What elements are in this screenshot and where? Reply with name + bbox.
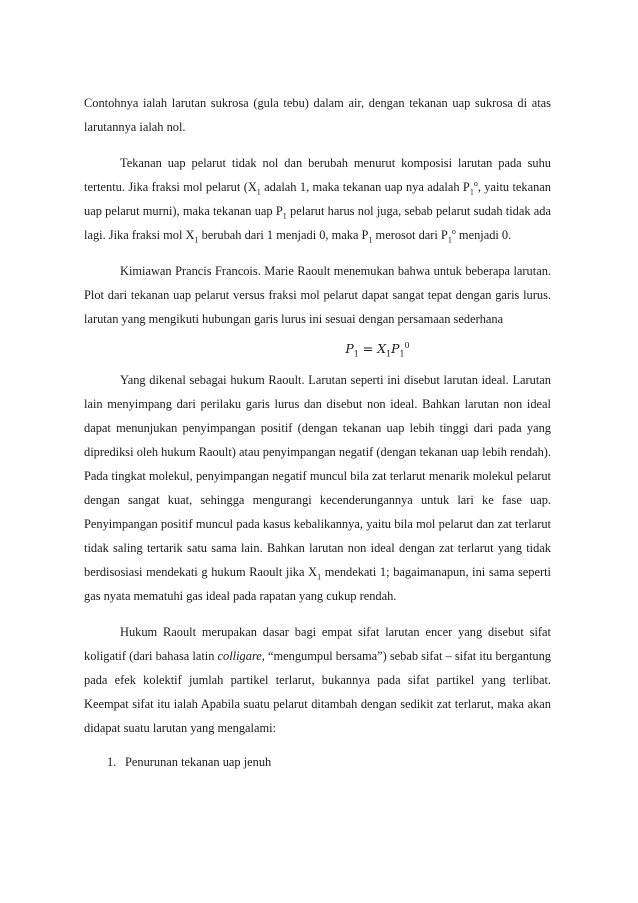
paragraph-vapor-pressure: Tekanan uap pelarut tidak nol dan berubah menurut komposisi larutan pada suhu tertentu. Jika fraksi mol pelarut ($X_1$ adalah 1, maka tekanan uap nya adalah $P_1^o$, yaitu tekanan uap pelarut murni), maka tekanan uap $P_1$ pelarut harus nol juga, sebab pelarut sudah tidak ada lagi. Jika fraksi mol $X_1$ berubah dari 1 menjadi 0, maka $P_1$ merosot dari $P_1^o$ menjadi 0. [84, 156, 552, 245]
paragraph-raoult-discovery: Kimiawan Prancis Francois. Marie Raoult menemukan bahwa untuk beberapa larutan. Plot dari tekanan uap pelarut versus fraksi mol pelarut dapat sangat tepat dengan garis lurus. larutan yang mengikuti hubungan garis lurus ini sesuai dengan persamaan sederhana [84, 264, 551, 326]
paragraph-example: Contohnya ialah larutan sukrosa (gula tebu) dalam air, dengan tekanan uap sukrosa di atas larutannya ialah nol. [84, 96, 551, 134]
document-body [84, 91, 551, 774]
paragraph-colligative: Hukum Raoult merupakan dasar bagi empat sifat larutan encer yang disebut sifat koligatif (dari bahasa latin colligare, “mengumpul bersama”) sebab sifat – sifat itu bergantung pada efek kolektif jumlah partikel terlarut, bukannya pada sifat partikel yang terlibat. Keempat sifat itu ialah Apabila suatu pelarut ditambah dengan sedikit zat terlarut, maka akan didapat suatu larutan yang mengalami: [84, 625, 551, 735]
raoult-equation: $P_1 = X_1P_1^0$ [345, 340, 410, 359]
paragraph-raoult-law: Yang dikenal sebagai hukum Raoult. Larutan seperti ini disebut larutan ideal. Larutan lain menyimpang dari perilaku garis lurus dan disebut non ideal. Bahkan larutan non ideal dapat menunjukan penyimpangan positif (dengan tekanan uap lebih tinggi dari pada yang diprediksi oleh hukum Raoult) atau penyimpangan negatif (dengan tekanan uap lebih rendah). Pada tingkat molekul, penyimpangan negatif muncul bila zat terlarut menarik molekul pelarut dengan sangat kuat, sehingga mengurangi kecenderungannya untuk lari ke fase uap. Penyimpangan positif muncul pada kasus kebalikannya, yaitu bila mol pelarut dan zat terlarut tidak saling tertarik satu sama lain. Bahkan larutan non ideal dengan zat terlarut yang tidak berdisosiasi mendekati g hukum Raoult jika $X_1$ mendekati 1; bagaimanapun, ini sama seperti gas nyata mematuhi gas ideal pada rapatan yang cukup rendah. [84, 373, 551, 603]
colligative-list [84, 750, 551, 774]
list-item: 1. Penurunan tekanan uap jenuh [107, 755, 272, 769]
